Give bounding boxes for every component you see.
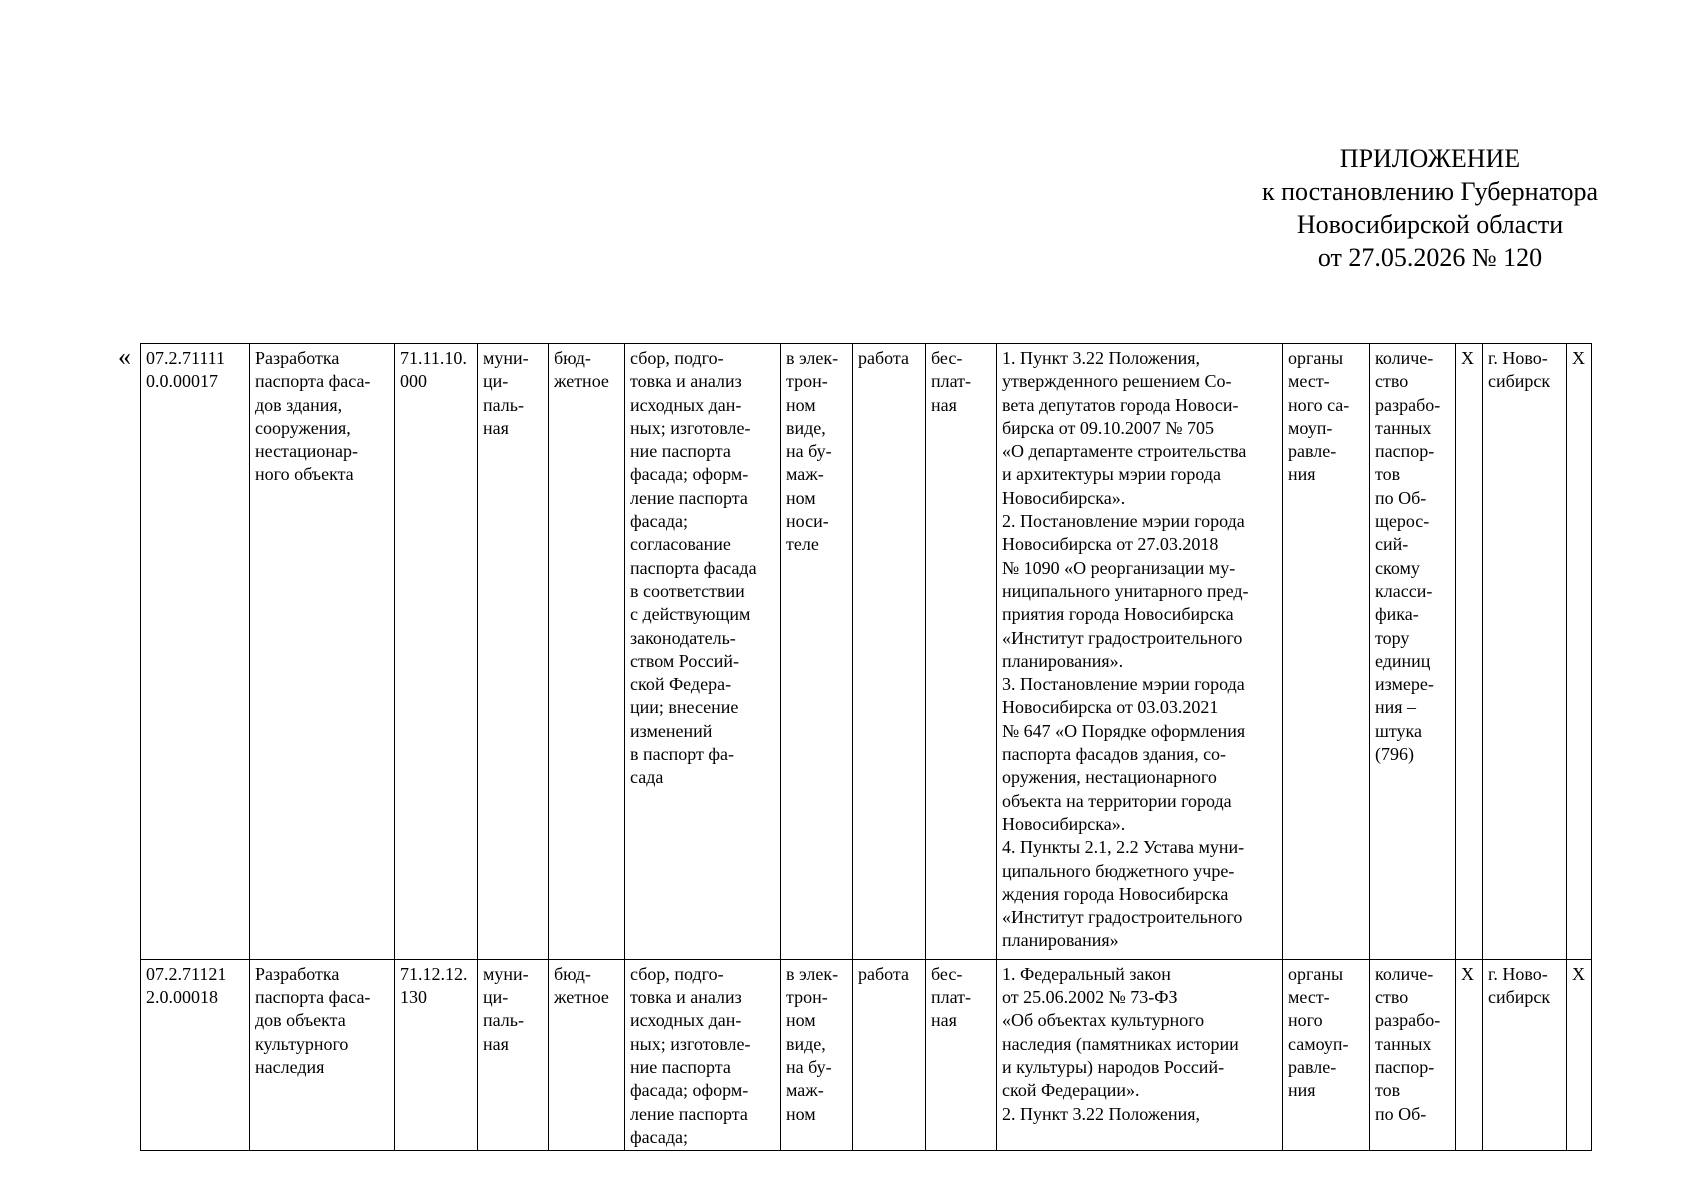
cell-content: сбор, подго- товка и анализ исходных дан- ных; изготовле- ние паспорта фасада; оформ- ление паспорта фасада; [625, 959, 781, 1150]
cell-legal-basis: 1. Федеральный закон от 25.06.2002 № 73-ФЗ «Об объектах культурного наследия (памятниках истории и культуры) народов Россий- ской Федерации». 2. Пункт 3.22 Положения, [997, 959, 1283, 1150]
appendix-line-3: Новосибирской области [1296, 210, 1564, 239]
cell-city: г. Ново- сибирск [1483, 344, 1567, 960]
cell-x-2: X [1567, 344, 1592, 960]
cell-authority: органы мест- ного са- моуп- равле- ния [1283, 344, 1370, 960]
cell-type: работа [853, 344, 926, 960]
cell-content: сбор, подго- товка и анализ исходных дан- ных; изготовле- ние паспорта фасада; оформ- ление паспорта фасада; согласование паспорта фасада в соответствии с действующим законодатель- ством Россий- ской Федера- ции; внесение изменений в паспорт фа- сада [625, 344, 781, 960]
cell-form: в элек- трон- ном виде, на бу- маж- ном носи- теле [781, 344, 853, 960]
cell-legal-basis: 1. Пункт 3.22 Положения, утвержденного решением Со- вета депутатов города Новоси- бирска от 09.10.2007 № 705 «О департаменте строительства и архитектуры мэрии города Новосибирска». 2. Постановление мэрии города Новосибирска от 27.03.2018 № 1090 «О реорганизации му- ниципального унитарного пред- приятия города Новосибирска «Институт градостроительного планирования». 3. Постановление мэрии города Новосибирска от 03.03.2021 № 647 «О Порядке оформления паспорта фасадов здания, со- оружения, нестационарного объекта на территории города Новосибирска». 4. Пункты 2.1, 2.2 Устава муни- ципального бюджетного учре- ждения города Новосибирска «Институт градостроительного планирования» [997, 344, 1283, 960]
cell-x-2: X [1567, 959, 1592, 1150]
opening-quote-mark: « [118, 342, 131, 371]
cell-okpd-code: 71.11.10. 000 [395, 344, 478, 960]
cell-registry-code: 07.2.71121 2.0.00018 [141, 959, 250, 1150]
cell-payment: бес- плат- ная [926, 959, 997, 1150]
cell-indicator: количе- ство разрабо- танных паспор- тов по Об- щерос- сий- скому класси- фика- тору единиц измере- ния – штука (796) [1370, 344, 1456, 960]
cell-registry-code: 07.2.71111 0.0.00017 [141, 344, 250, 960]
cell-authority: органы мест- ного самоуп- равле- ния [1283, 959, 1370, 1150]
cell-level: муни- ци- паль- ная [478, 959, 549, 1150]
table-row [141, 344, 1592, 960]
cell-type: работа [853, 959, 926, 1150]
appendix-date-number: от 27.05.2026 № 120 [1317, 243, 1543, 272]
services-table [140, 343, 1592, 1151]
cell-form: в элек- трон- ном виде, на бу- маж- ном [781, 959, 853, 1150]
cell-payment: бес- плат- ная [926, 344, 997, 960]
appendix-title: ПРИЛОЖЕНИЕ [1339, 144, 1521, 173]
cell-level: муни- ци- паль- ная [478, 344, 549, 960]
appendix-line-2: к постановлению Губернатора [1261, 177, 1599, 206]
cell-funding: бюд- жетное [549, 344, 625, 960]
cell-indicator: количе- ство разрабо- танных паспор- тов по Об- [1370, 959, 1456, 1150]
cell-service-name: Разработка паспорта фаса- дов объекта культурного наследия [250, 959, 395, 1150]
appendix-header [1190, 142, 1670, 274]
cell-service-name: Разработка паспорта фаса- дов здания, сооружения, нестационар- ного объекта [250, 344, 395, 960]
cell-city: г. Ново- сибирск [1483, 959, 1567, 1150]
cell-x-1: X [1456, 959, 1483, 1150]
cell-funding: бюд- жетное [549, 959, 625, 1150]
cell-x-1: X [1456, 344, 1483, 960]
cell-okpd-code: 71.12.12. 130 [395, 959, 478, 1150]
table-row [141, 959, 1592, 1150]
